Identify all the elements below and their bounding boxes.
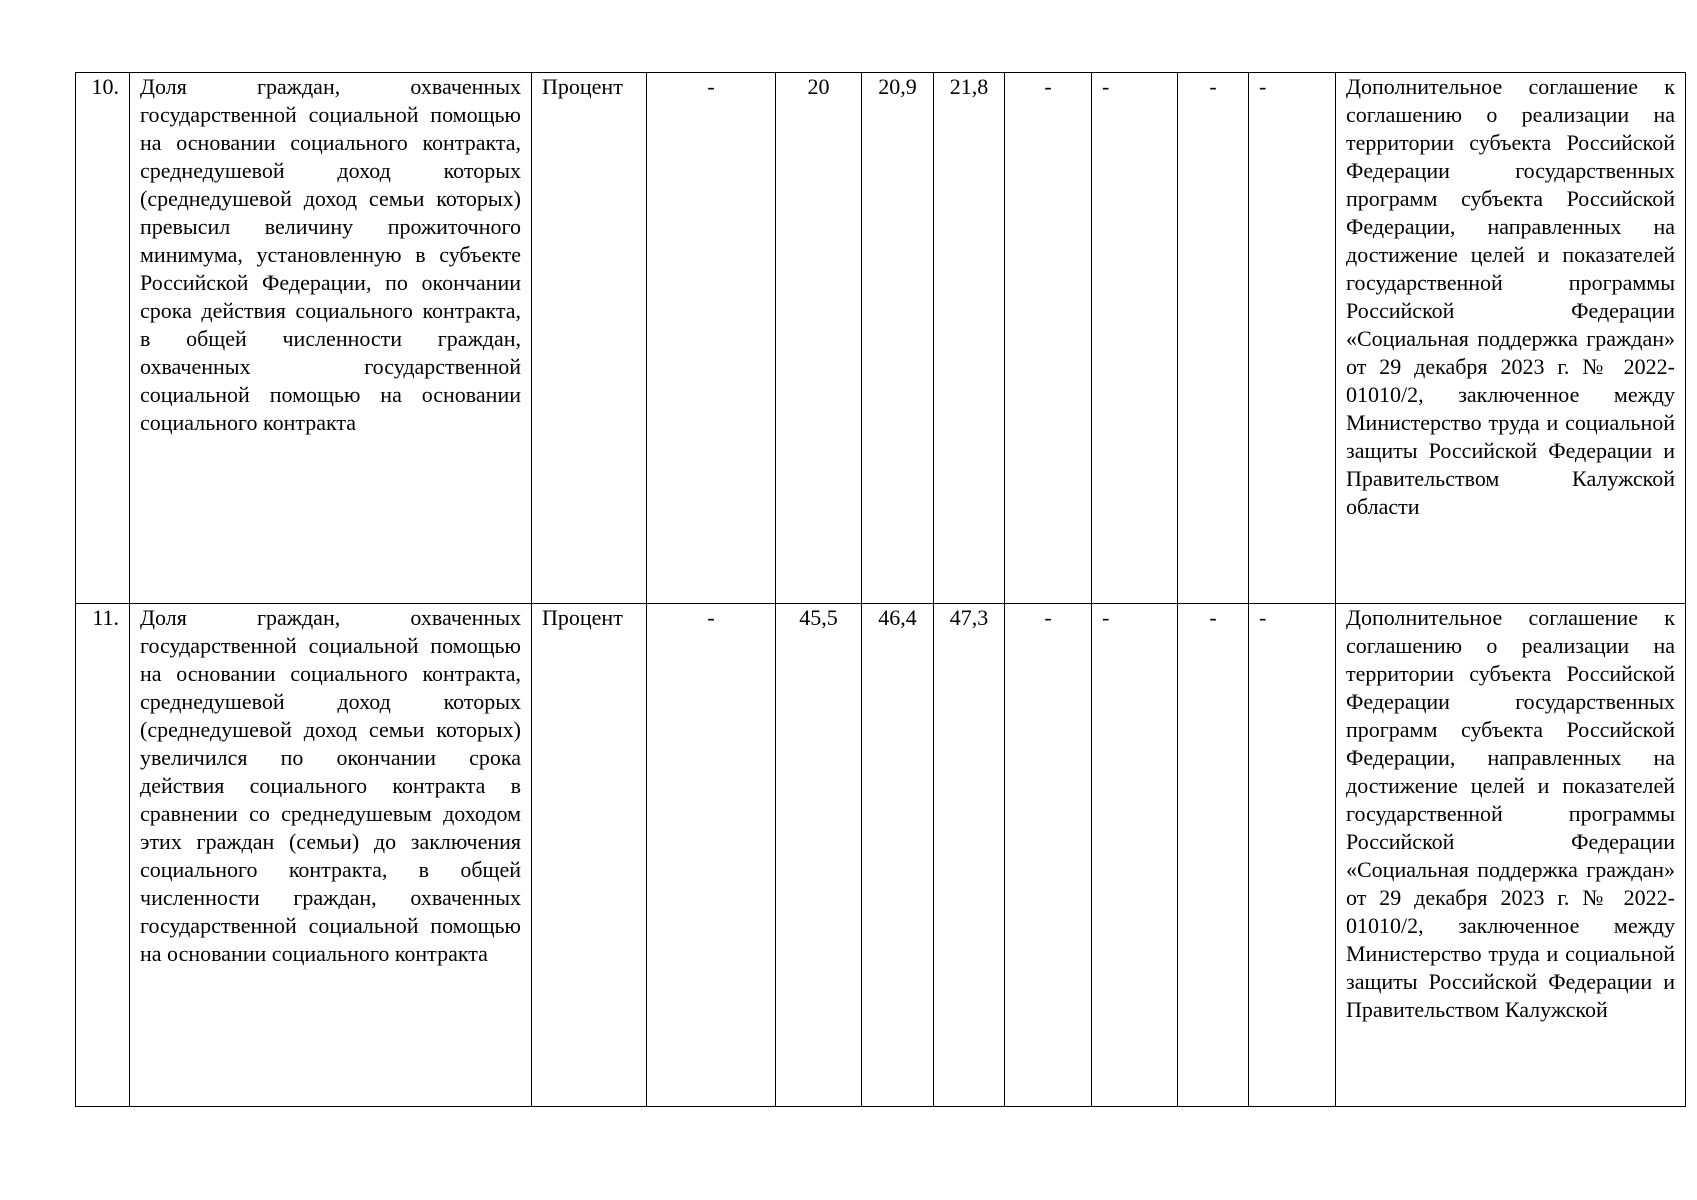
unit-cell: Процент: [532, 73, 647, 604]
table-row: [76, 604, 1686, 1107]
row-number: 11.: [76, 604, 130, 1107]
value-cell: 46,4: [862, 604, 934, 1107]
indicator-description: Доля граждан, охваченных государственной социальной помощью на основании социального контракта, среднедушевой доход которых (среднедушевой доход семьи которых) превысил величину прожиточного минимума, установленную в субъекте Российской Федерации, по окончании срока действия социального контракта, в общей численности граждан, охваченных государственной социальной помощью на основании социального контракта: [130, 73, 532, 604]
source-document-cell: Дополнительное соглашение к соглашению о реализации на территории субъекта Российской Федерации государственных программ субъекта Российской Федерации, направленных на достижение целей и показателей государственной программы Российской Федерации «Социальная поддержка граждан» от 29 декабря 2023 г. № 2022-01010/2, заключенное между Министерство труда и социальной защиты Российской Федерации и Правительством Калужской: [1336, 604, 1686, 1107]
table-row: [76, 73, 1686, 604]
base-value-cell: -: [647, 604, 776, 1107]
unit-cell: Процент: [532, 604, 647, 1107]
indicators-table: [75, 72, 1686, 1107]
value-cell: -: [1092, 604, 1178, 1107]
value-cell: -: [1178, 73, 1249, 604]
value-cell: -: [1249, 73, 1336, 604]
value-cell: -: [1249, 604, 1336, 1107]
value-cell: -: [1005, 73, 1092, 604]
value-cell: 20,9: [862, 73, 934, 604]
value-cell: -: [1092, 73, 1178, 604]
value-cell: -: [1178, 604, 1249, 1107]
base-value-cell: -: [647, 73, 776, 604]
value-cell: 20: [776, 73, 862, 604]
value-cell: 47,3: [934, 604, 1005, 1107]
value-cell: -: [1005, 604, 1092, 1107]
value-cell: 21,8: [934, 73, 1005, 604]
row-number: 10.: [76, 73, 130, 604]
indicator-description: Доля граждан, охваченных государственной социальной помощью на основании социального контракта, среднедушевой доход которых (среднедушевой доход семьи которых) увеличился по окончании срока действия социального контракта в сравнении со среднедушевым доходом этих граждан (семьи) до заключения социального контракта, в общей численности граждан, охваченных государственной социальной помощью на основании социального контракта: [130, 604, 532, 1107]
source-document-cell: Дополнительное соглашение к соглашению о реализации на территории субъекта Российской Федерации государственных программ субъекта Российской Федерации, направленных на достижение целей и показателей государственной программы Российской Федерации «Социальная поддержка граждан» от 29 декабря 2023 г. № 2022-01010/2, заключенное между Министерство труда и социальной защиты Российской Федерации и Правительством Калужской области: [1336, 73, 1686, 604]
value-cell: 45,5: [776, 604, 862, 1107]
